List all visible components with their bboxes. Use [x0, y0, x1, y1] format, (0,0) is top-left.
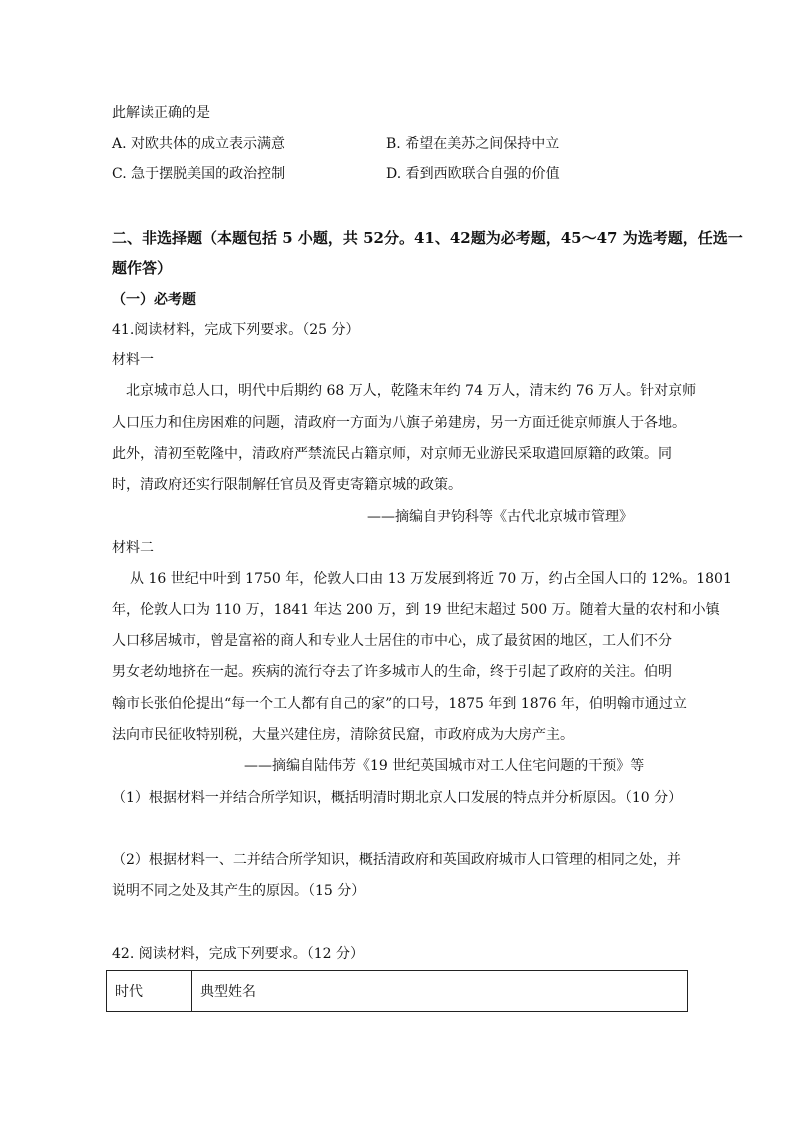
question-tail: 此解读正确的是	[112, 105, 210, 121]
choice-text: 希望在美苏之间保持中立	[405, 136, 560, 152]
choice-text: 急于摆脱美国的政治控制	[131, 166, 286, 182]
choice-a[interactable]	[112, 134, 285, 154]
choice-key: A.	[112, 136, 127, 152]
table-header-name: 典型姓名	[192, 971, 688, 1012]
material1-line: 人口压力和住房困难的问题，清政府一方面为八旗子弟建房，另一方面迁徙京师旗人于各地。	[112, 415, 686, 431]
choice-b[interactable]	[386, 134, 559, 154]
choice-key: C.	[112, 166, 127, 182]
section-heading: 二、非选择题（本题包括 5 小题，共 52分。41、42题为必考题，45～47 为选考题，任选一	[112, 229, 743, 247]
material1-label: 材料一	[112, 352, 154, 368]
material1-line: 此外，清初至乾隆中，清政府严禁流民占籍京师，对京师无业游民采取遣回原籍的政策。同	[112, 446, 672, 462]
q42-table	[106, 970, 688, 1012]
material1-source: ——摘编自尹钧科等《古代北京城市管理》	[367, 509, 633, 525]
material2-line: 法向市民征收特别税，大量兴建住房，清除贫民窟，市政府成为大房产主。	[112, 727, 574, 743]
table-header-era: 时代	[107, 971, 192, 1012]
material2-line: 从 16 世纪中叶到 1750 年，伦敦人口由 13 万发展到将近 70 万，约占全国人口的 12%。1801	[130, 571, 732, 587]
material2-source: ——摘编自陆伟芳《19 世纪英国城市对工人住宅问题的干预》等	[244, 758, 645, 774]
choice-key: D.	[386, 166, 402, 182]
q41-sub2-cont: 说明不同之处及其产生的原因。（15 分）	[112, 883, 366, 899]
q42-title: 42. 阅读材料，完成下列要求。（12 分）	[112, 946, 364, 962]
sub-heading: （一）必考题	[112, 292, 196, 308]
q41-title: 41.阅读材料，完成下列要求。（25 分）	[112, 322, 360, 338]
material2-line: 翰市长张伯伦提出“每一个工人都有自己的家”的口号，1875 年到 1876 年，伯明翰市通过立	[112, 696, 687, 712]
choice-d[interactable]	[386, 164, 560, 184]
material2-line: 年，伦敦人口为 110 万，1841 年达 200 万，到 19 世纪末超过 500 万。随着大量的农村和小镇	[112, 602, 720, 618]
table-row	[107, 971, 688, 1012]
material2-line: 男女老幼地挤在一起。疾病的流行夺去了许多城市人的生命，终于引起了政府的关注。伯明	[112, 664, 672, 680]
q41-sub1: （1）根据材料一并结合所学知识，概括明清时期北京人口发展的特点并分析原因。（10 分）	[112, 790, 683, 806]
q41-sub2: （2）根据材料一、二并结合所学知识，概括清政府和英国政府城市人口管理的相同之处，并	[112, 852, 681, 868]
choice-key: B.	[386, 136, 401, 152]
material2-line: 人口移居城市，曾是富裕的商人和专业人士居住的市中心，成了最贫困的地区，工人们不分	[112, 633, 672, 649]
section-heading-cont: 题作答）	[112, 259, 173, 277]
material1-line: 时，清政府还实行限制解任官员及胥吏寄籍京城的政策。	[112, 477, 462, 493]
choice-text: 看到西欧联合自强的价值	[405, 166, 560, 182]
material1-line: 北京城市总人口，明代中后期约 68 万人，乾隆末年约 74 万人，清末约 76 万人。针对京师	[126, 383, 697, 399]
choice-text: 对欧共体的成立表示满意	[131, 136, 286, 152]
choice-c[interactable]	[112, 164, 285, 184]
material2-label: 材料二	[112, 540, 154, 556]
